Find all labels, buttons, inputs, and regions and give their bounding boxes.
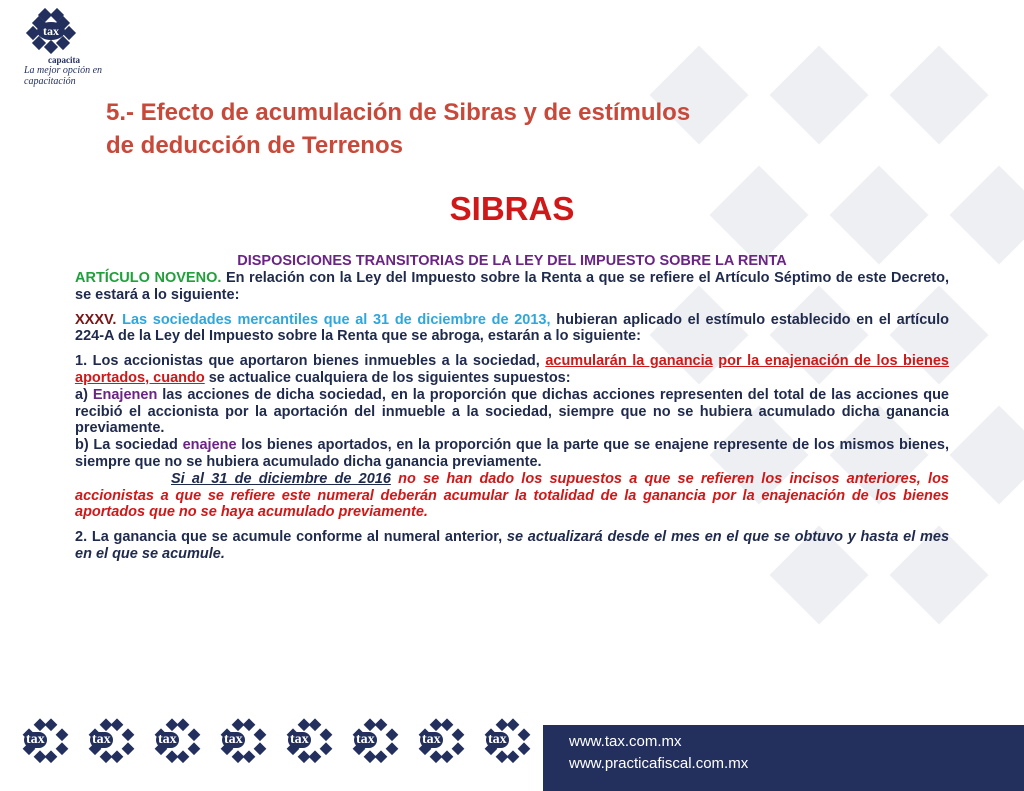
url-tax[interactable]: www.tax.com.mx — [569, 733, 682, 750]
slide-title-line1: 5.- Efecto de acumulación de Sibras y de estímulos — [106, 99, 691, 126]
fraction-label: XXXV. — [75, 311, 117, 328]
logo-tagline: La mejor opción en capacitación — [24, 65, 103, 87]
footer-logo — [82, 716, 140, 766]
fraction-xxxv — [75, 312, 949, 346]
fraction-highlight: Las sociedades mercantiles que al 31 de diciembre de 2013, — [116, 311, 551, 328]
footer-logo-label: tax — [92, 732, 111, 747]
inciso-a-label: a) — [75, 386, 93, 403]
numeral-1-highlight-b: por la enajenación de los bienes aportados, cuando — [75, 353, 949, 386]
footer-logo-label: tax — [422, 732, 441, 747]
deadline-paragraph — [75, 471, 949, 521]
footer-logo — [346, 716, 404, 766]
fraction-text: hubieran aplicado el estímulo establecido en el artículo 224-A de la Ley del Impuesto sobre la Renta que se abroga, estarán a lo siguiente: — [75, 311, 950, 345]
inciso-a — [75, 387, 949, 437]
inciso-b — [75, 437, 949, 471]
footer-logo — [280, 716, 338, 766]
inciso-b-highlight: enajene — [182, 437, 237, 454]
footer-logos — [16, 716, 536, 766]
footer-logo — [214, 716, 272, 766]
numeral-2 — [75, 529, 949, 563]
footer-logo-label: tax — [290, 732, 309, 747]
footer-logo-label: tax — [158, 732, 177, 747]
footer-logo — [478, 716, 536, 766]
footer-logo — [16, 716, 74, 766]
article-number: NOVENO. — [154, 270, 222, 286]
url-practicafiscal[interactable]: www.practicafiscal.com.mx — [569, 755, 749, 772]
footer-logo-label: tax — [26, 732, 45, 747]
article-label: ARTÍCULO — [75, 270, 155, 286]
numeral-1-end: se actualice cualquiera de los siguientes supuestos: — [204, 369, 571, 386]
numeral-1-highlight-a: acumularán la ganancia — [545, 353, 713, 370]
footer-logo-label: tax — [488, 732, 507, 747]
section-subheading: DISPOSICIONES TRANSITORIAS DE LA LEY DEL IMPUESTO SOBRE LA RENTA — [237, 253, 787, 269]
tax-logo — [18, 8, 103, 87]
footer-logo — [412, 716, 470, 766]
deadline-text: no se han dado los supuestos a que se refieren los incisos anteriores, los accionistas a que se refiere este numeral deberán acumular la totalidad de la ganancia por la enajenación de los bienes aportados que no se haya acumulado previamente. — [75, 470, 949, 521]
inciso-a-text: las acciones de dicha sociedad, en la proporción que dichas acciones representen del total de las acciones que recibió el accionista por la aportación del inmueble a la sociedad, siempre que no se hubiera acumulado dicha ganancia previamente. — [75, 386, 949, 437]
slide-title — [106, 96, 826, 162]
article-body — [75, 270, 949, 571]
section-heading: SIBRAS — [449, 190, 575, 227]
deadline-date: Si al 31 de diciembre de 2016 — [171, 470, 391, 487]
numeral-2-text: 2. La ganancia que se acumule conforme al numeral anterior, — [75, 529, 507, 546]
footer-logo — [148, 716, 206, 766]
numeral-2-italic: se actualizará desde el mes en el que se obtuvo y hasta el mes en el que se acumule. — [75, 529, 950, 562]
tax-logo-icon — [18, 8, 78, 54]
logo-subtitle: capacita — [48, 55, 80, 65]
slide-title-line2: de deducción de Terrenos — [106, 132, 403, 159]
footer-logo-label: tax — [356, 732, 375, 747]
numeral-1 — [75, 353, 949, 387]
inciso-a-highlight: Enajenen — [92, 386, 158, 403]
footer-logo-label: tax — [224, 732, 243, 747]
inciso-b-label: b) La sociedad — [75, 437, 183, 454]
article-intro-text: En relación con la Ley del Impuesto sobre la Renta a que se refiere el Artículo Séptimo de este Decreto, se estará a lo siguiente: — [75, 270, 950, 303]
numeral-1-text: 1. Los accionistas que aportaron bienes inmuebles a la sociedad, — [75, 353, 546, 370]
tax-logo-text: tax — [43, 24, 59, 38]
inciso-b-text: los bienes aportados, en la proporción que la parte que se enajene represente de los mismos bienes, siempre que no se hubiera acumulado dicha ganancia previamente. — [75, 437, 949, 470]
article-intro — [75, 270, 949, 304]
footer-urls — [543, 725, 1024, 791]
